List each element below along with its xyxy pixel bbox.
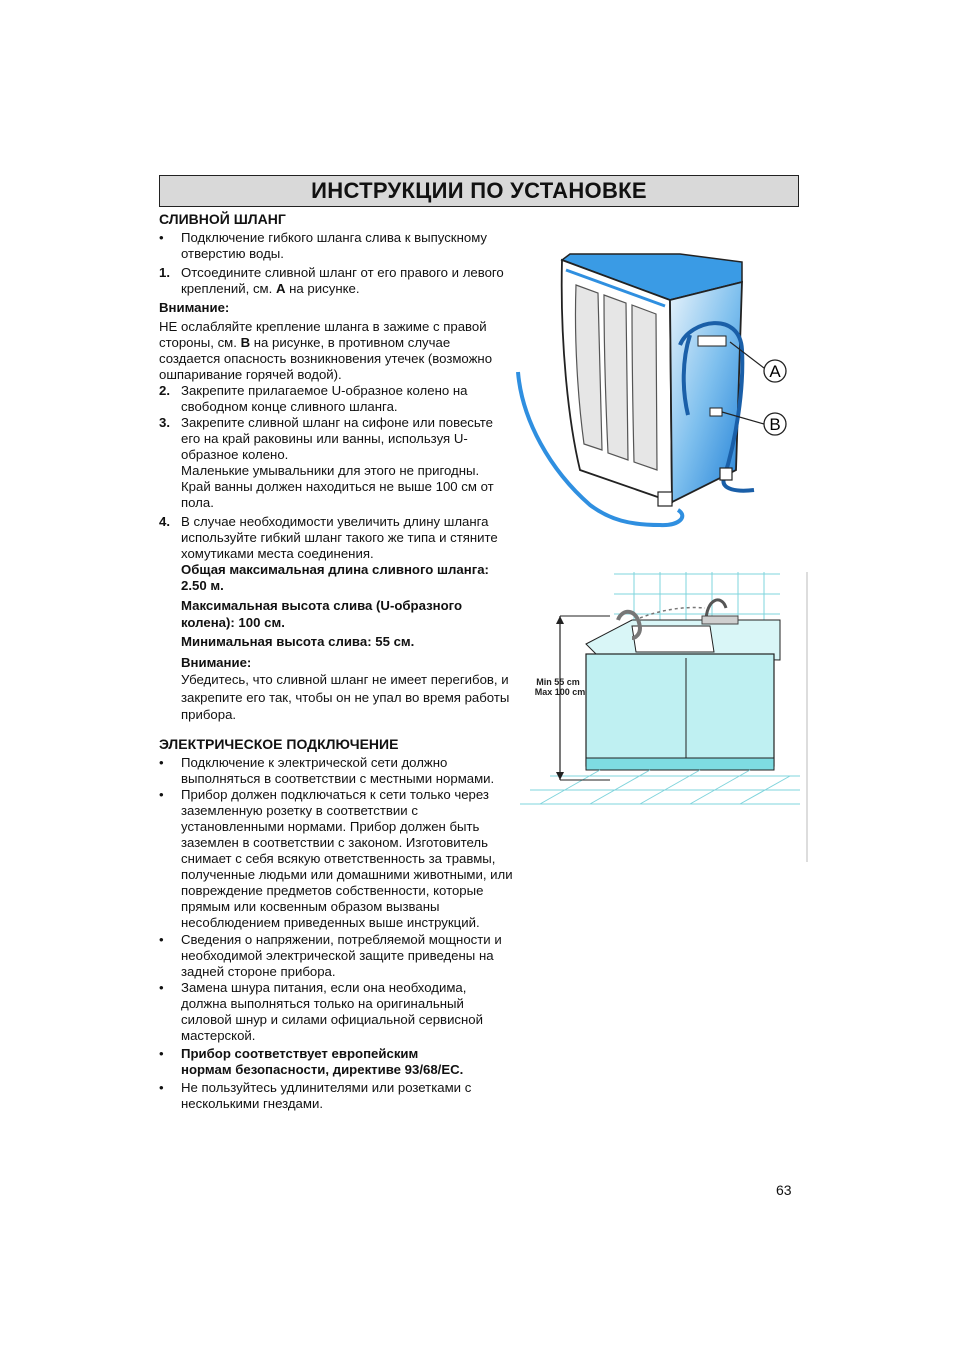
step-3 [159,415,511,511]
max-length-note: Общая максимальная длина сливного шланга: 2.50 м. [181,562,489,593]
washing-machine-figure [510,240,790,530]
step-4 [159,514,511,562]
step-number: 2. [159,383,170,398]
list-item [159,230,511,262]
drain-hose-section [159,211,511,724]
list-item: • Замена шнура питания, если она необходима, должна выполняться только на оригинальный силовой шнур и силами официальной сервисной мастерской. [159,980,484,1043]
page-title: ИНСТРУКЦИИ ПО УСТАНОВКЕ [159,175,799,207]
warning-label-2: Внимание: [181,655,252,670]
warning-text-2: Убедитесь, что сливной шланг не имеет перегибов, и закрепите его так, чтобы он не упал во время работы прибора. [181,672,510,722]
step-number: 3. [159,415,170,430]
step-3-text: Закрепите сливной шланг на сифоне или повесьте его на край раковины или ванны, используя U-образное колено. Маленькие умывальники для этого не пригодны. Край ванны должен находиться не выше 100 см от пола. [181,415,494,510]
step-number: 4. [159,514,170,529]
step-2-text: Закрепите прилагаемое U-образное колено на свободном конце сливного шланга. [181,383,468,414]
sink-cabinet [586,654,774,766]
electric-section [159,736,511,1112]
list-item: • Не пользуйтесь удлинителями или розетками с несколькими гнездами. [159,1080,472,1111]
callout-b-label: B [769,415,781,434]
callout-a-label: A [769,362,781,381]
list-item: • Сведения о напряжении, потребляемой мощности и необходимой электрической защите приведены на задней стороне прибора. [159,932,502,979]
hose-clip [698,336,726,346]
max-height-note: Максимальная высота слива (U-образного колена): 100 см. [181,598,463,630]
min-height-note: Минимальная высота слива: 55 см. [181,634,415,649]
list-item: • Прибор должен подключаться к сети только через заземленную розетку в соответствии с установленными нормами. Прибор должен быть заземлен в соответствии с законом. Изготовитель снимает с себя всякую ответственность за травмы, полученные людьми или домашними животными, или повреждение предметов собственности, которые прямым или косвенным образом вызваны несоблюдением приведенных выше инструкций. [159,787,513,930]
step-1 [159,265,511,297]
list-item: • Подключение к электрической сети должно выполняться в соответствии с местными нормами. [159,755,495,786]
hose-clamp [710,408,722,416]
drain-hose-heading: СЛИВНОЙ ШЛАНГ [159,211,286,227]
warning-text: НЕ ослабляйте крепление шланга в зажиме с правой стороны, см. B на рисунке, в противном случае создается опасность возникновения утечек (возможно ошпаривание горячей водой). [159,319,493,382]
step-4-text: В случае необходимости увеличить длину шланга используйте гибкий шланг такого же типа и стяните хомутиками места соединения. [181,514,498,561]
bullet: • [159,230,164,245]
page-number: 63 [776,1182,792,1198]
step-number: 1. [159,265,170,280]
max-height-label: Max 100 cm [534,687,586,697]
list-item: • Прибор соответствует европейским нормам безопасности, директиве 93/68/ЕС. [159,1046,464,1077]
electric-heading: ЭЛЕКТРИЧЕСКОЕ ПОДКЛЮЧЕНИЕ [159,736,399,752]
step-1-text: Отсоедините сливной шланг от его правого и левого креплений, см. A на рисунке. [181,265,504,296]
step-2 [159,383,511,415]
drain-bullet-text: Подключение гибкого шланга слива к выпускному отверстию воды. [181,230,487,261]
sink-height-figure [510,568,810,863]
min-height-label: Min 55 cm [536,677,580,687]
warning-label: Внимание: [159,300,230,315]
